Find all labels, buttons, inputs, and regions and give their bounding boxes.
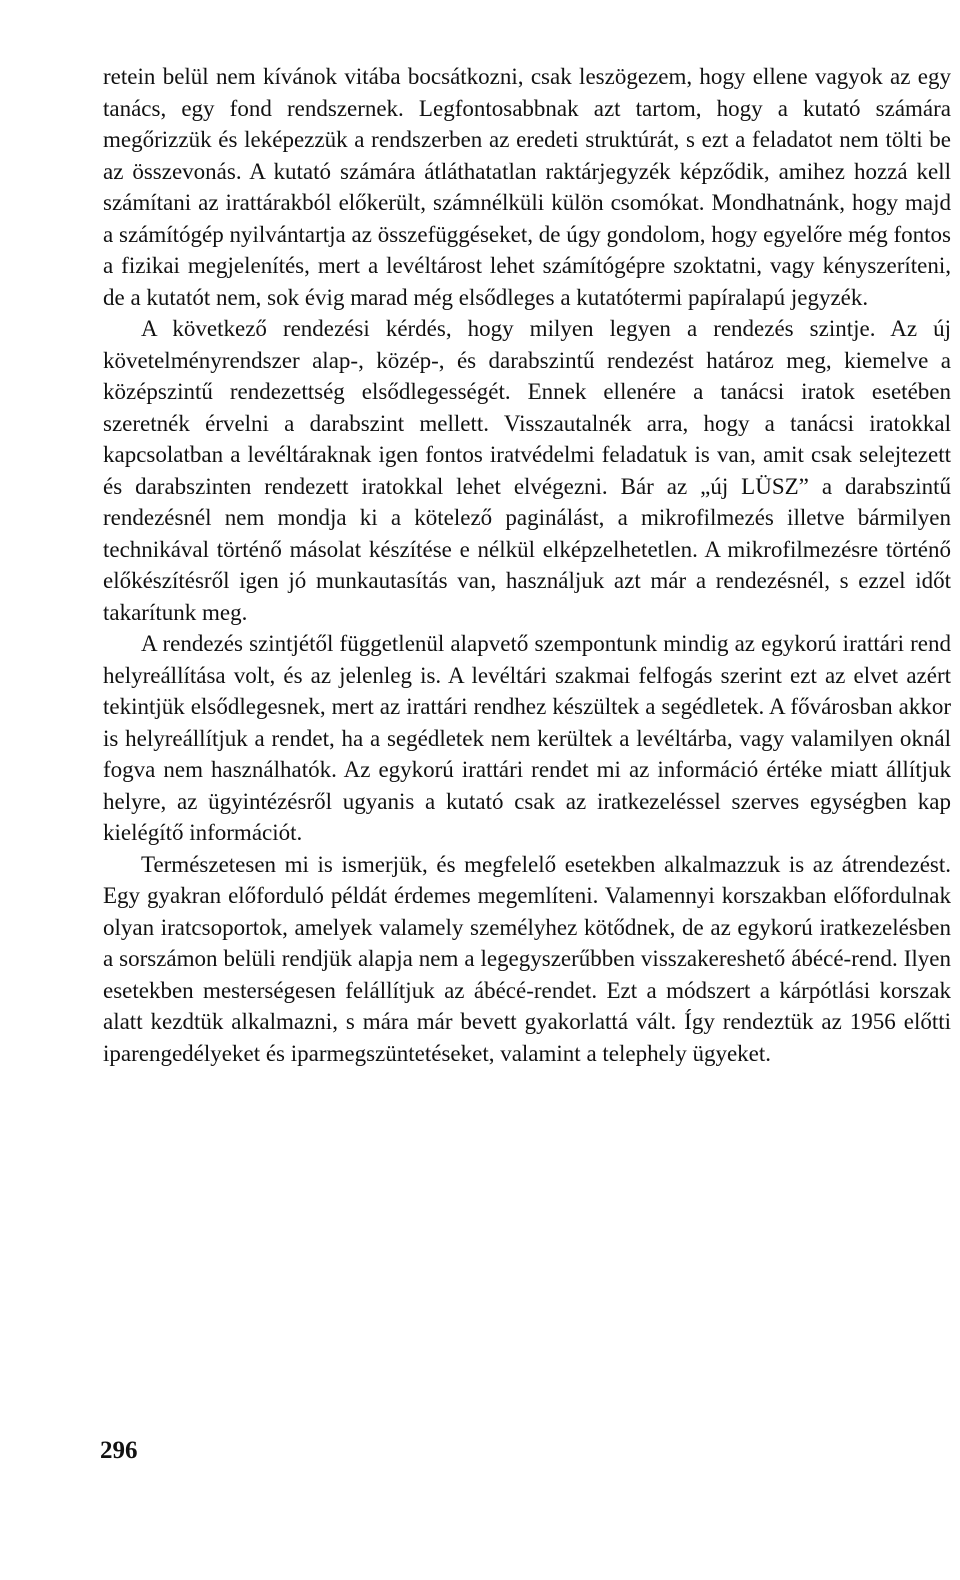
paragraph-irattari-rend: A rendezés szintjétől függetlenül alapvető szempontunk mindig az egykorú irattári rend helyreállítása volt, és az jelenleg is. A levéltári szakmai felfogás szerint ezt az elvet azért tekintjük elsődlegesnek, mert az irattári rendhez készültek a segédletek. A fővárosban akkor is helyreállítjuk a rendet, ha a segédletek nem kerültek a levéltárba, vagy valamilyen oknál fogva nem használhatók. Az egykorú irattári rendet mi az információ értéke miatt állítjuk helyre, az ügyintézésről ugyanis a kutató csak az iratkezeléssel szerves egységben kap kielégítő információt. [103,631,951,845]
paragraph-atrendezes: Természetesen mi is ismerjük, és megfelelő esetekben alkalmazzuk is az átrendezést. Egy gyakran előforduló példát érdemes megemlíteni. Valamennyi korszakban előfordulnak olyan iratcsoportok, amelyek valamely személyhez kötődnek, de az egykorú iratkezelésben a sorszámon belüli rendjük alapja nem a legegyszerűbben visszakereshető ábécé-rend. Ilyen esetekben mesterségesen felállítjuk az ábécé-rendet. Ezt a módszert a kárpótlási korszak alatt kezdtük alkalmazni, s mára már bevett gyakorlattá vált. Így rendeztük az 1956 előtti iparengedélyeket és iparmegszüntetéseket, valamint a telephely ügyeket. [103,851,951,1066]
body-text [103,61,951,1069]
paragraph-rendezesi-szint: A következő rendezési kérdés, hogy milyen legyen a rendezés szintje. Az új követelményrendszer alap-, közép-, és darabszintű rendezést határoz meg, kiemelve a középszintű rendezettség elsődlegességét. Ennek ellenére a tanácsi iratok esetében szeretnék érvelni a darabszint mellett. Visszautalnék arra, hogy a tanácsi iratokkal kapcsolatban a levéltáraknak igen fontos iratvédelmi feladatuk is van, amit csak selejtezett és darabszinten rendezett iratokkal lehet elvégezni. Bár az „új LÜSZ” a darabszintű rendezésnél nem mondja ki a kötelező paginálást, a mikrofilmezés illetve bármilyen technikával történő másolat készítése e nélkül elképzelhetetlen. A mikrofilmezésre történő előkészítésről igen jó munkautasítás van, használjuk azt már a rendezésnél, s ezzel időt takarítunk meg. [103,316,951,625]
paragraph-continuation: retein belül nem kívánok vitába bocsátkozni, csak leszögezem, hogy ellene vagyok az egy tanács, egy fond rendszernek. Legfontosabbnak azt tartom, hogy a kutató számára megőrizzük és leképezzük a rendszerben az eredeti struktúrát, s ezt a feladatot nem tölti be az összevonás. A kutató számára átláthatatlan raktárjegyzék képződik, amihez hozzá kell számítani az irattárakból előkerült, számnélküli külön csomókat. Mondhatnánk, hogy majd a számítógép nyilvántartja az összefüggéseket, de úgy gondolom, hogy egyelőre még fontos a fizikai megjelenítés, mert a levéltárost lehet számítógépre szoktatni, vagy kényszeríteni, de a kutatót nem, sok évig marad még elsődleges a kutatótermi papíralapú jegyzék. [103,64,951,310]
page-number: 296 [100,1437,138,1464]
